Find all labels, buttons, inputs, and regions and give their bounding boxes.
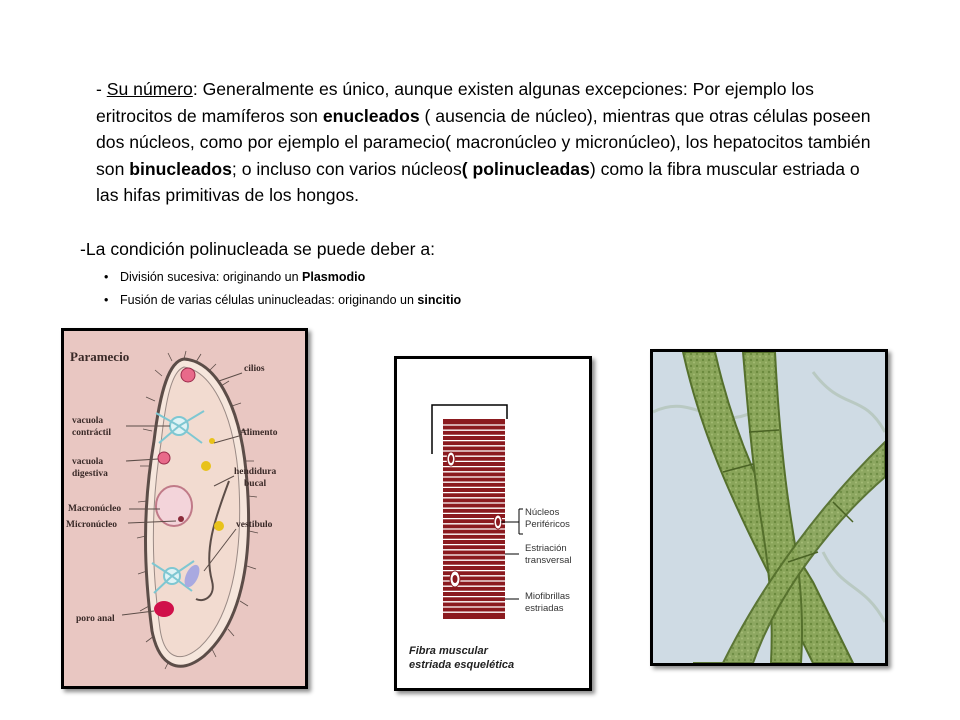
- paragraph-su-numero: [96, 76, 886, 209]
- label-hendidura-2: bucal: [244, 479, 267, 489]
- text-part-3: ; o incluso con varios núcleos: [231, 158, 462, 179]
- label-micronucleo: Micronúcleo: [66, 520, 118, 530]
- bold-enucleados: enucleados: [322, 105, 420, 126]
- label-vacuola-contractil-2: contráctil: [72, 428, 112, 438]
- term-su-numero: Su número: [106, 79, 193, 99]
- text-part-2: ( ausencia de núcleo), mientras que otras células poseen dos núcleos, como por ejemplo el paramecio( macronúcleo y micronúcleo), los hepatocitos también son: [96, 105, 871, 179]
- label-poro-anal: poro anal: [76, 614, 115, 624]
- bullet-text: Fusión de varias células uninucleadas: originando un: [120, 293, 418, 307]
- text-part-1: : Generalmente es único, aunque existen algunas excepciones: Por ejemplo los eritrocitos de mamíferos son: [96, 79, 814, 126]
- label-vestibulo: vestibulo: [236, 520, 273, 530]
- label-macronucleo: Macronúcleo: [68, 504, 122, 514]
- bullet-dot: •: [104, 293, 109, 307]
- bullet-bold: Plasmodio: [302, 270, 366, 284]
- condition-heading: -La condición polinucleada se puede deber a:: [80, 239, 436, 259]
- label-nucleos-1: Núcleos: [525, 507, 560, 518]
- bullet-text: División sucesiva: originando un: [120, 270, 303, 284]
- label-nucleos-2: Periféricos: [525, 519, 570, 530]
- label-miofibrillas-2: estriadas: [525, 603, 564, 614]
- bullet-item: [104, 266, 461, 289]
- bullet-bold: sincitio: [417, 293, 462, 307]
- bullet-dot: •: [104, 270, 109, 284]
- label-estriacion-1: Estriación: [525, 543, 567, 554]
- bold-polinucleadas: ( polinucleadas: [461, 158, 590, 179]
- label-estriacion-2: transversal: [525, 555, 572, 566]
- bullet-item: [104, 289, 461, 312]
- label-vacuola-contractil-1: vacuola: [72, 416, 104, 426]
- label-cilios: cilios: [244, 364, 265, 374]
- hifas-image: [650, 349, 888, 666]
- paramecio-image: [61, 328, 308, 689]
- dash: -: [96, 79, 107, 99]
- caption-fibra-2: estriada esquelética: [409, 659, 515, 671]
- label-alimento: Alimento: [240, 428, 278, 438]
- text-part-4: ) como la fibra muscular estriada o las hifas primitivas de los hongos.: [96, 158, 860, 205]
- caption-fibra-1: Fibra muscular: [409, 645, 488, 657]
- label-vacuola-digestiva-2: digestiva: [72, 469, 108, 479]
- bullet-list: [104, 266, 461, 312]
- label-miofibrillas-1: Miofibrillas: [525, 591, 570, 602]
- fibra-muscular-image: [394, 356, 592, 691]
- bold-binucleados: binucleados: [129, 158, 232, 179]
- label-hendidura-1: hendidura: [234, 467, 277, 477]
- label-vacuola-digestiva-1: vacuola: [72, 457, 104, 467]
- paramecio-title: Paramecio: [70, 349, 130, 364]
